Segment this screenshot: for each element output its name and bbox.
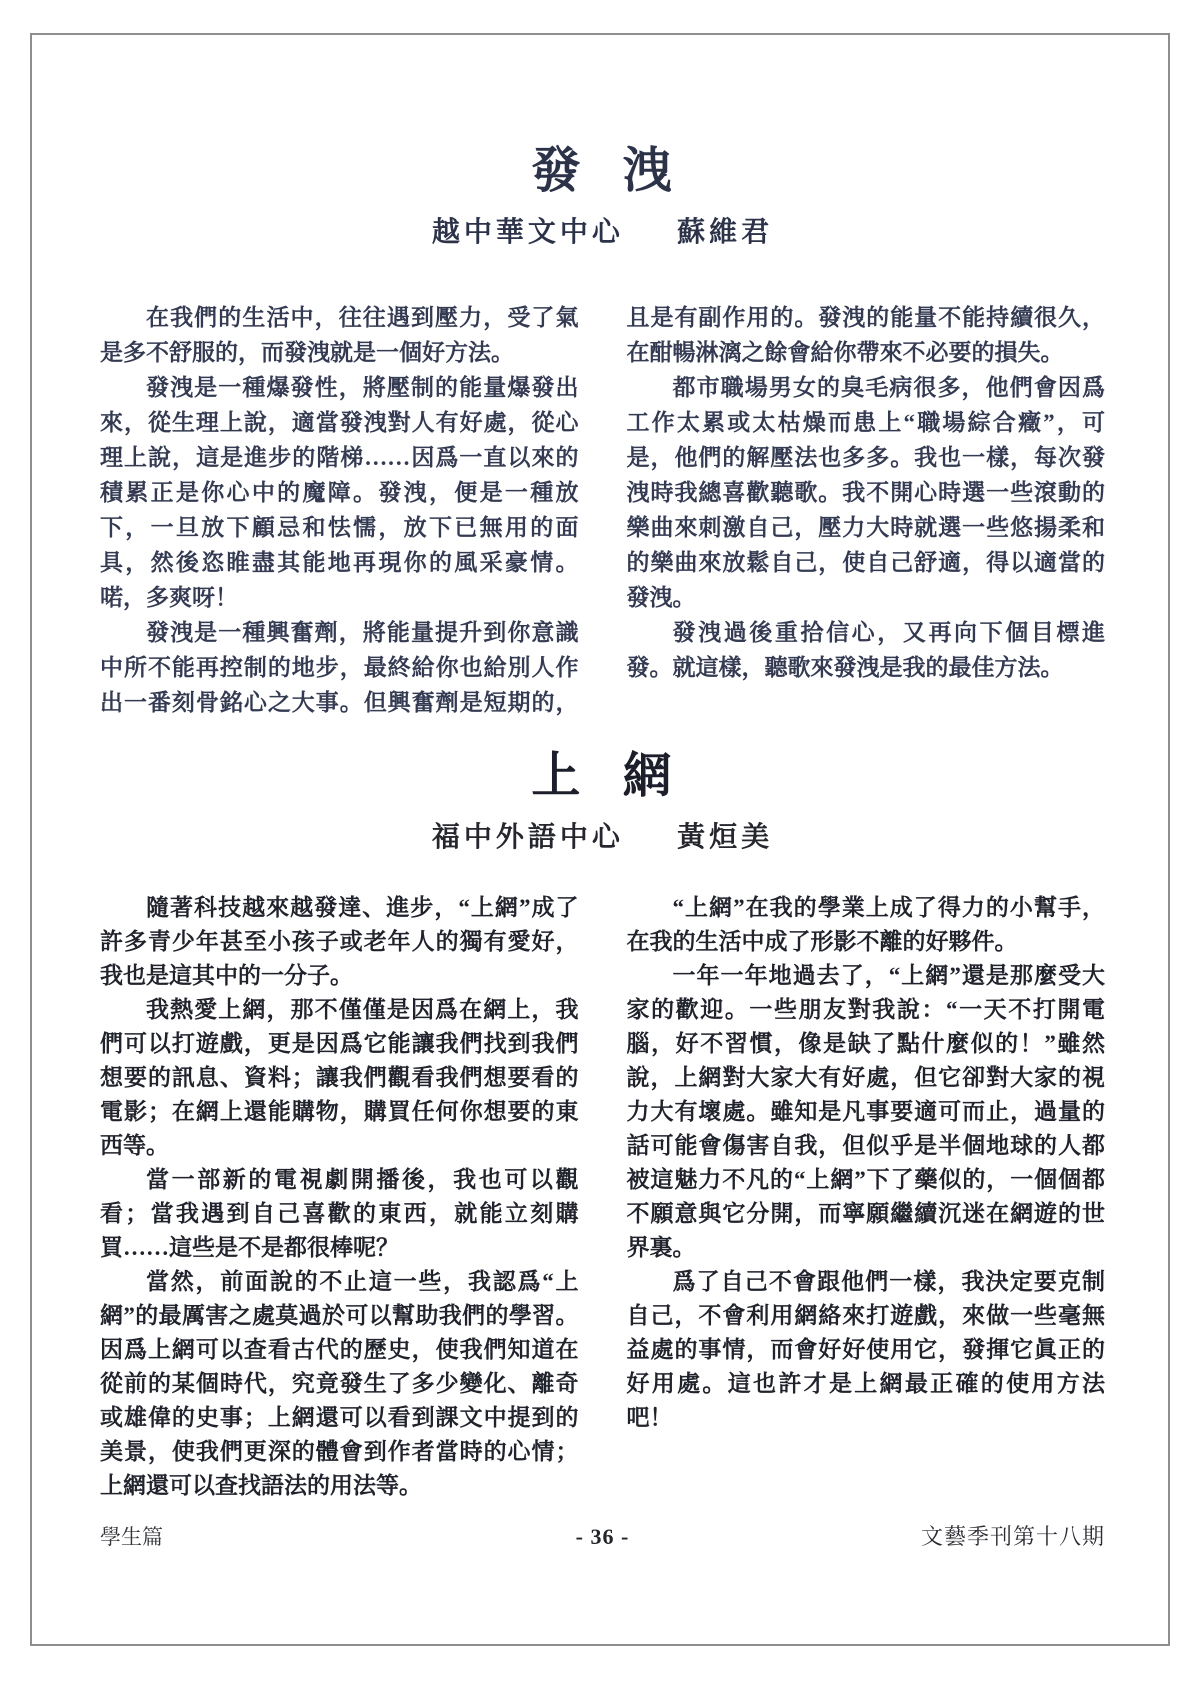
paragraph: 我熱愛上網，那不僅僅是因爲在網上，我們可以打遊戲，更是因爲它能讓我們找到我們想要的訊息、資料；讓我們觀看我們想要看的電影；在網上還能購物，購買任何你想要的東西等。	[100, 997, 579, 1158]
footer-journal-title: 文藝季刊第十八期	[920, 1524, 1105, 1549]
paragraph: 爲了自己不會跟他們一樣，我決定要克制自己，不會利用網絡來打遊戲，來做一些毫無益處的事情，而會好好使用它，發揮它眞正的好用處。這也許才是上網最正確的使用方法吧！	[626, 1269, 1105, 1430]
paragraph: 發洩是一種爆發性，將壓制的能量爆發出來，從生理上說，適當發洩對人有好處，從心理上說，這是進步的階梯……因爲一直以來的積累正是你心中的魔障。發洩，便是一種放下，一旦放下顧忌和怯懦，放下已無用的面具，然後恣睢盡其能地再現你的風采豪情。喏，多爽呀！	[100, 375, 579, 610]
footer-section-label: 學生篇	[100, 1526, 163, 1549]
page-footer	[100, 1522, 1105, 1553]
byline-org: 福中外語中心	[431, 822, 624, 853]
byline-author: 蘇維君	[677, 217, 774, 248]
article-venting	[100, 140, 1105, 720]
paragraph: 都市職場男女的臭毛病很多，他們會因爲工作太累或太枯燥而患上“職場綜合癥”，可是，他們的解壓法也多多。我也一樣，每次發洩時我總喜歡聽歌。我不開心時選一些滾動的樂曲來刺激自己，壓力大時就選一些悠揚柔和的樂曲來放鬆自己，使自己舒適，得以適當的發洩。	[626, 375, 1105, 610]
paragraph: 一年一年地過去了，“上網”還是那麼受大家的歡迎。一些朋友對我說：“一天不打開電腦，好不習慣，像是缺了點什麼似的！”雖然說，上網對大家大有好處，但它卻對大家的視力大有壞處。雖知是凡事要適可而止，過量的話可能會傷害自我，但似乎是半個地球的人都被這魅力不凡的“上網”下了藥似的，一個個都不願意與它分開，而寧願繼續沉迷在網遊的世界裏。	[626, 963, 1105, 1260]
article-body	[100, 300, 1105, 720]
paragraph: 發洩是一種興奮劑，將能量提升到你意識中所不能再控制的地步，最終給你也給別人作出一番刻骨銘心之大事。但興奮劑是短期的，且是有副作用的。發洩的能量不能持續很久，在酣暢淋漓之餘會給你帶來不必要的損失。	[100, 305, 1105, 715]
article-title: 上 網	[531, 748, 674, 803]
article-byline	[100, 214, 1105, 252]
byline-org: 越中華文中心	[431, 217, 624, 248]
article-body	[100, 891, 1105, 1503]
paragraph: “上網”在我的學業上成了得力的小幫手，在我的生活中成了形影不離的好夥件。	[626, 895, 1105, 954]
article-going-online	[100, 745, 1105, 1503]
paragraph: 當一部新的電視劇開播後，我也可以觀看；當我遇到自己喜歡的東西，就能立刻購買……這些是不是都很棒呢？	[100, 1167, 579, 1260]
paragraph: 在我們的生活中，往往遇到壓力，受了氣是多不舒服的，而發洩就是一個好方法。	[100, 305, 579, 365]
paragraph: 發洩過後重拾信心，又再向下個目標進發。就這樣，聽歌來發洩是我的最佳方法。	[626, 620, 1105, 680]
paragraph: 隨著科技越來越發達、進步，“上網”成了許多青少年甚至小孩子或老年人的獨有愛好，我也是這其中的一分子。	[100, 895, 579, 988]
paragraph: 當然，前面說的不止這一些，我認爲“上網”的最厲害之處莫過於可以幫助我們的學習。因爲上網可以查看古代的歷史，使我們知道在從前的某個時代，究竟發生了多少變化、離奇或雄偉的史事；上網還可以看到課文中提到的美景，使我們更深的體會到作者當時的心情；上網還可以查找語法的用法等。	[100, 1269, 579, 1498]
article-title: 發 洩	[531, 143, 674, 198]
byline-author: 黃烜美	[677, 822, 774, 853]
footer-page-number: - 36 -	[575, 1524, 630, 1549]
article-byline	[100, 819, 1105, 857]
